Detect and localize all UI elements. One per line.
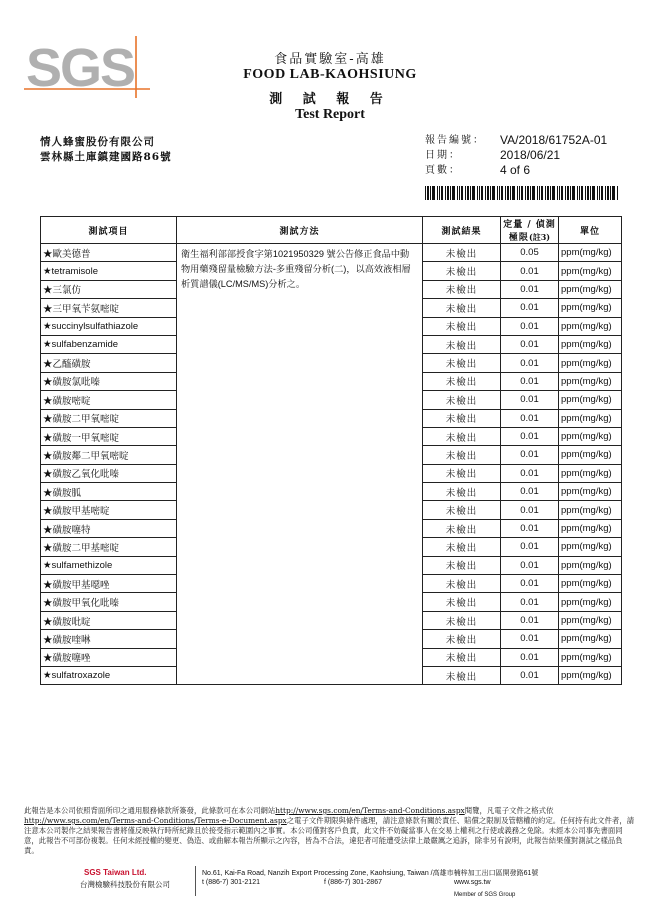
barcode-bar: [487, 186, 489, 200]
unit: ppm(mg/kg): [559, 280, 622, 298]
unit: ppm(mg/kg): [559, 299, 622, 317]
test-item: ★磺胺噻唑: [41, 648, 177, 666]
header-method: 測試方法: [177, 217, 423, 244]
barcode-bar: [432, 186, 435, 200]
company-tel: t (886-7) 301-2121: [202, 879, 260, 886]
loq-value: 0.01: [501, 299, 559, 317]
loq-value: 0.01: [501, 427, 559, 445]
test-item: ★磺胺嘧啶: [41, 391, 177, 409]
unit: ppm(mg/kg): [559, 519, 622, 537]
loq-value: 0.01: [501, 464, 559, 482]
meta-report-no: [425, 133, 607, 148]
loq-value: 0.01: [501, 575, 559, 593]
company-name-en: SGS Taiwan Ltd.: [84, 868, 147, 877]
lab-name-en: FOOD LAB-KAOHSIUNG: [243, 67, 417, 82]
test-result: 未檢出: [423, 483, 501, 501]
test-item: ★磺胺二甲氧嘧啶: [41, 409, 177, 427]
unit: ppm(mg/kg): [559, 391, 622, 409]
client-name: 情人蜂蜜股份有限公司: [40, 136, 155, 148]
header-loq-label: 定量 / 偵測極限: [503, 220, 556, 243]
barcode-bar: [610, 186, 611, 200]
client-block: [40, 135, 172, 165]
unit: ppm(mg/kg): [559, 501, 622, 519]
barcode-bar: [592, 186, 595, 200]
unit: ppm(mg/kg): [559, 666, 622, 684]
unit: ppm(mg/kg): [559, 593, 622, 611]
barcode-bar: [501, 186, 503, 200]
barcode-bar: [572, 186, 575, 200]
unit: ppm(mg/kg): [559, 427, 622, 445]
test-item: ★磺胺二甲基嘧啶: [41, 538, 177, 556]
barcode-bar: [447, 186, 449, 200]
barcode-bar: [581, 186, 583, 200]
barcode-bar: [587, 186, 589, 200]
barcode-bar: [601, 186, 603, 200]
loq-value: 0.01: [501, 538, 559, 556]
unit: ppm(mg/kg): [559, 648, 622, 666]
test-method: 衛生福利部部授食字第1021950329 號公告修正食品中動物用藥殘留量檢驗方法-多重殘留分析(二)，以高效液相層析質譜儀(LC/MS/MS)分析之。: [177, 244, 423, 685]
test-item: ★磺胺喹啉: [41, 630, 177, 648]
loq-value: 0.01: [501, 372, 559, 390]
header-item: 測試項目: [41, 217, 177, 244]
barcode-bar: [467, 186, 469, 200]
test-result: 未檢出: [423, 501, 501, 519]
loq-value: 0.01: [501, 630, 559, 648]
barcode-bar: [450, 186, 451, 200]
unit: ppm(mg/kg): [559, 630, 622, 648]
barcode-bar: [441, 186, 443, 200]
loq-value: 0.05: [501, 244, 559, 262]
unit: ppm(mg/kg): [559, 483, 622, 501]
barcode-bar: [459, 186, 460, 200]
barcode-bar: [590, 186, 591, 200]
barcode-bar: [485, 186, 486, 200]
unit: ppm(mg/kg): [559, 409, 622, 427]
test-item: ★磺胺吡啶: [41, 611, 177, 629]
header-unit: 單位: [559, 217, 622, 244]
barcode-bar: [439, 186, 440, 200]
test-result: 未檢出: [423, 335, 501, 353]
disclaimer-text-2: 閱覽，凡電子文件之格式依: [464, 806, 554, 815]
barcode-bar: [617, 186, 618, 200]
loq-value: 0.01: [501, 666, 559, 684]
test-result: 未檢出: [423, 262, 501, 280]
meta-key: 頁數：: [425, 165, 461, 176]
unit: ppm(mg/kg): [559, 335, 622, 353]
table-row: [41, 244, 622, 262]
barcode-bar: [545, 186, 546, 200]
loq-value: 0.01: [501, 354, 559, 372]
report-meta: [425, 133, 607, 178]
test-item: ★磺胺乙氧化吡嗪: [41, 464, 177, 482]
test-result: 未檢出: [423, 630, 501, 648]
barcode-bar: [521, 186, 523, 200]
barcode-bar: [472, 186, 475, 200]
barcode-bar: [481, 186, 483, 200]
test-result: 未檢出: [423, 427, 501, 445]
barcode-bar: [477, 186, 478, 200]
barcode-bar: [479, 186, 480, 200]
barcode-bar: [605, 186, 606, 200]
barcode-bar: [597, 186, 598, 200]
company-website[interactable]: www.sgs.tw: [454, 879, 491, 886]
test-result: 未檢出: [423, 575, 501, 593]
client-address: 雲林縣土庫鎮建國路86號: [40, 151, 172, 163]
loq-value: 0.01: [501, 262, 559, 280]
loq-value: 0.01: [501, 648, 559, 666]
test-item: ★乙醯磺胺: [41, 354, 177, 372]
barcode-bar: [557, 186, 558, 200]
group-membership: Member of SGS Group: [454, 892, 516, 898]
unit: ppm(mg/kg): [559, 446, 622, 464]
test-result: 未檢出: [423, 244, 501, 262]
terms-e-document-link[interactable]: http://www.sgs.com/en/Terms-and-Conditions/Terms-e-Document.aspx: [24, 816, 287, 825]
barcode-bar: [499, 186, 500, 200]
meta-key: 報告編號：: [425, 135, 485, 146]
report-title-zh: 測 試 報 告: [269, 92, 391, 107]
barcode-bar: [567, 186, 569, 200]
test-result: 未檢出: [423, 317, 501, 335]
barcode-bar: [612, 186, 615, 200]
barcode-bar: [512, 186, 515, 200]
barcode-bar: [517, 186, 518, 200]
barcode-bar: [437, 186, 438, 200]
test-item: ★磺胺甲基嘧啶: [41, 501, 177, 519]
meta-value: 4 of 6: [500, 163, 531, 177]
barcode-bar: [550, 186, 551, 200]
unit: ppm(mg/kg): [559, 611, 622, 629]
test-result: 未檢出: [423, 519, 501, 537]
loq-value: 0.01: [501, 317, 559, 335]
test-item: ★三甲氧苄氨嘧啶: [41, 299, 177, 317]
test-result: 未檢出: [423, 280, 501, 298]
report-title-en: Test Report: [295, 107, 365, 122]
barcode-bar: [570, 186, 571, 200]
test-item: ★磺胺鄰二甲氧嘧啶: [41, 446, 177, 464]
loq-value: 0.01: [501, 391, 559, 409]
barcode-bar: [470, 186, 471, 200]
barcode-bar: [539, 186, 540, 200]
barcode-bar: [599, 186, 600, 200]
unit: ppm(mg/kg): [559, 538, 622, 556]
table-header-row: [41, 217, 622, 244]
test-item: ★tetramisole: [41, 262, 177, 280]
test-result: 未檢出: [423, 611, 501, 629]
loq-value: 0.01: [501, 446, 559, 464]
disclaimer-text-3: 之電子文件期限與條件處理，請注意條款有關於責任、賠償之限制及管轄權的約定。任何持有此文件者，請注意本公司製作之結果報告書將僅反映執行時所紀錄且於接受指示範圍內之事實。本公司僅對客戶負責，此文件不妨礙當事人在交易上權利之行使或義務之免除。未經本公司事先書面同意，此報告不可部份複製。任何未經授權的變更、偽造、或曲解本報告所顯示之內容，皆為不合法，違犯者可能遭受法律上最嚴厲之追訴，除非另有說明，此報告結果僅對測試之樣品負責。: [24, 816, 635, 855]
barcode-bar: [579, 186, 580, 200]
lab-name-zh: 食品實驗室-高雄: [274, 52, 386, 67]
test-item: ★磺胺甲氧化吡嗪: [41, 593, 177, 611]
barcode-bar: [505, 186, 506, 200]
test-result: 未檢出: [423, 556, 501, 574]
barcode-bar: [430, 186, 431, 200]
test-item: ★歐美德普: [41, 244, 177, 262]
unit: ppm(mg/kg): [559, 556, 622, 574]
loq-value: 0.01: [501, 409, 559, 427]
test-item: ★磺胺氯吡嗪: [41, 372, 177, 390]
barcode-bar: [427, 186, 429, 200]
barcode-bar: [559, 186, 560, 200]
barcode-bar: [490, 186, 491, 200]
results-table: [40, 216, 622, 685]
barcode-bar: [565, 186, 566, 200]
barcode-bar: [530, 186, 531, 200]
company-footer: [24, 866, 636, 906]
barcode: [425, 186, 618, 200]
test-item: ★succinylsulfathiazole: [41, 317, 177, 335]
test-result: 未檢出: [423, 409, 501, 427]
barcode-bar: [577, 186, 578, 200]
test-result: 未檢出: [423, 354, 501, 372]
test-item: ★磺胺噻特: [41, 519, 177, 537]
company-fax: f (886-7) 301-2867: [324, 879, 382, 886]
test-item: ★磺胺一甲氧嘧啶: [41, 427, 177, 445]
barcode-bar: [552, 186, 555, 200]
loq-value: 0.01: [501, 335, 559, 353]
loq-value: 0.01: [501, 280, 559, 298]
barcode-bar: [532, 186, 535, 200]
test-result: 未檢出: [423, 648, 501, 666]
loq-value: 0.01: [501, 501, 559, 519]
meta-value: VA/2018/61752A-01: [500, 133, 608, 147]
unit: ppm(mg/kg): [559, 354, 622, 372]
company-address: No.61, Kai-Fa Road, Nanzih Export Processing Zone, Kaohsiung, Taiwan /高雄市楠梓加工出口區開發路61號: [202, 870, 539, 877]
test-item: ★磺胺甲基噁唑: [41, 575, 177, 593]
barcode-bar: [519, 186, 520, 200]
disclaimer-text-1: 此報告是本公司依照背面所印之通用服務條款所簽發，此條款可在本公司網站: [24, 806, 276, 815]
barcode-bar: [510, 186, 511, 200]
barcode-bar: [457, 186, 458, 200]
meta-date: [425, 148, 607, 163]
barcode-bar: [465, 186, 466, 200]
unit: ppm(mg/kg): [559, 372, 622, 390]
header-result: 測試結果: [423, 217, 501, 244]
barcode-bar: [527, 186, 529, 200]
loq-value: 0.01: [501, 593, 559, 611]
loq-value: 0.01: [501, 519, 559, 537]
barcode-bar: [497, 186, 498, 200]
meta-pages: [425, 163, 607, 178]
logo-text: SGS: [26, 38, 135, 98]
test-item: ★sulfamethizole: [41, 556, 177, 574]
barcode-bar: [425, 186, 426, 200]
loq-value: 0.01: [501, 611, 559, 629]
test-item: ★三氯仿: [41, 280, 177, 298]
meta-key: 日期：: [425, 150, 461, 161]
disclaimer: [24, 806, 636, 856]
test-result: 未檢出: [423, 372, 501, 390]
test-result: 未檢出: [423, 391, 501, 409]
barcode-bar: [585, 186, 586, 200]
barcode-bar: [452, 186, 455, 200]
meta-value: 2018/06/21: [500, 148, 561, 162]
footer-divider: [195, 866, 196, 896]
barcode-bar: [461, 186, 463, 200]
header-loq-note: (註3): [528, 232, 551, 242]
unit: ppm(mg/kg): [559, 244, 622, 262]
loq-value: 0.01: [501, 556, 559, 574]
test-result: 未檢出: [423, 538, 501, 556]
barcode-bar: [561, 186, 563, 200]
test-item: ★磺胺胍: [41, 483, 177, 501]
test-result: 未檢出: [423, 299, 501, 317]
barcode-bar: [541, 186, 543, 200]
test-result: 未檢出: [423, 593, 501, 611]
barcode-bar: [537, 186, 538, 200]
test-result: 未檢出: [423, 446, 501, 464]
unit: ppm(mg/kg): [559, 575, 622, 593]
test-item: ★sulfabenzamide: [41, 335, 177, 353]
company-name-zh: 台灣檢驗科技股份有限公司: [80, 880, 170, 889]
barcode-bar: [492, 186, 495, 200]
unit: ppm(mg/kg): [559, 262, 622, 280]
header-loq: [501, 217, 559, 244]
barcode-bar: [525, 186, 526, 200]
barcode-bar: [445, 186, 446, 200]
test-result: 未檢出: [423, 464, 501, 482]
test-item: ★sulfatroxazole: [41, 666, 177, 684]
unit: ppm(mg/kg): [559, 464, 622, 482]
barcode-bar: [547, 186, 549, 200]
barcode-bar: [607, 186, 609, 200]
test-result: 未檢出: [423, 666, 501, 684]
terms-link[interactable]: http://www.sgs.com/en/Terms-and-Conditions.aspx: [275, 806, 465, 815]
barcode-bar: [507, 186, 509, 200]
unit: ppm(mg/kg): [559, 317, 622, 335]
loq-value: 0.01: [501, 483, 559, 501]
